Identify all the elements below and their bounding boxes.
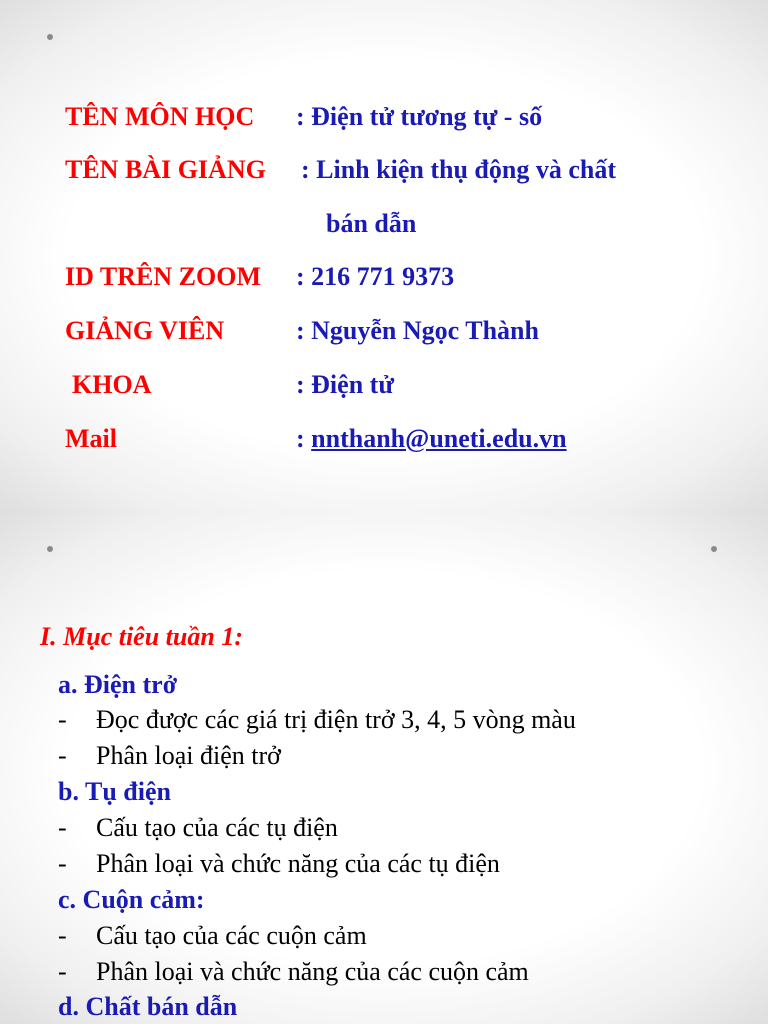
zoom-id-row: [65, 262, 455, 292]
bullet-dot-left: [47, 546, 53, 552]
mail-label: Mail: [65, 424, 117, 453]
section-heading-resistor: a. Điện trở: [58, 670, 178, 699]
section-heading-inductor: c. Cuộn cảm:: [58, 885, 205, 914]
slide-objectives: [0, 512, 768, 1024]
list-item: - Phân loại và chức năng của các cuộn cảm: [58, 957, 529, 986]
dash-marker: -: [58, 921, 67, 950]
dash-marker: -: [58, 705, 67, 734]
section-heading-semiconductor: d. Chất bán dẫn: [58, 992, 238, 1021]
bullet-dot: [47, 34, 53, 40]
lecturer-label: GIẢNG VIÊN: [65, 316, 225, 345]
dash-marker: -: [58, 741, 67, 770]
lecture-name-row: [65, 155, 616, 185]
zoom-id-label: ID TRÊN ZOOM: [65, 262, 261, 291]
faculty-row: [72, 370, 394, 400]
lecture-name-value-line2: bán dẫn: [326, 209, 417, 238]
list-item: - Cấu tạo của các cuộn cảm: [58, 921, 367, 950]
mail-row: [65, 424, 567, 454]
dash-marker: -: [58, 849, 67, 878]
email-link[interactable]: nnthanh@uneti.edu.vn: [311, 424, 567, 453]
dash-marker: -: [58, 957, 67, 986]
lecture-name-continuation: [326, 209, 416, 239]
mail-prefix: :: [296, 424, 312, 453]
course-name-row: [65, 102, 543, 132]
zoom-id-value: : 216 771 9373: [296, 262, 455, 291]
lecture-name-value: : Linh kiện thụ động và chất: [301, 155, 616, 184]
section-heading-capacitor: b. Tụ điện: [58, 777, 171, 806]
lecture-name-label: TÊN BÀI GIẢNG: [65, 155, 266, 184]
list-item: - Phân loại điện trở: [58, 741, 281, 770]
course-name-value: : Điện tử tương tự - số: [296, 102, 543, 131]
mail-value: [296, 424, 567, 454]
lecturer-value: : Nguyễn Ngọc Thành: [296, 316, 539, 345]
faculty-value: : Điện tử: [296, 370, 394, 399]
dash-marker: -: [58, 813, 67, 842]
faculty-label: KHOA: [72, 370, 152, 399]
objectives-title: I. Mục tiêu tuần 1:: [40, 622, 243, 651]
lecturer-row: [65, 316, 539, 346]
list-item: - Đọc được các giá trị điện trở 3, 4, 5 vòng màu: [58, 705, 576, 734]
list-item: - Phân loại và chức năng của các tụ điện: [58, 849, 500, 878]
course-name-label: TÊN MÔN HỌC: [65, 102, 255, 131]
bullet-dot-right: [711, 546, 717, 552]
list-item: - Cấu tạo của các tụ điện: [58, 813, 338, 842]
